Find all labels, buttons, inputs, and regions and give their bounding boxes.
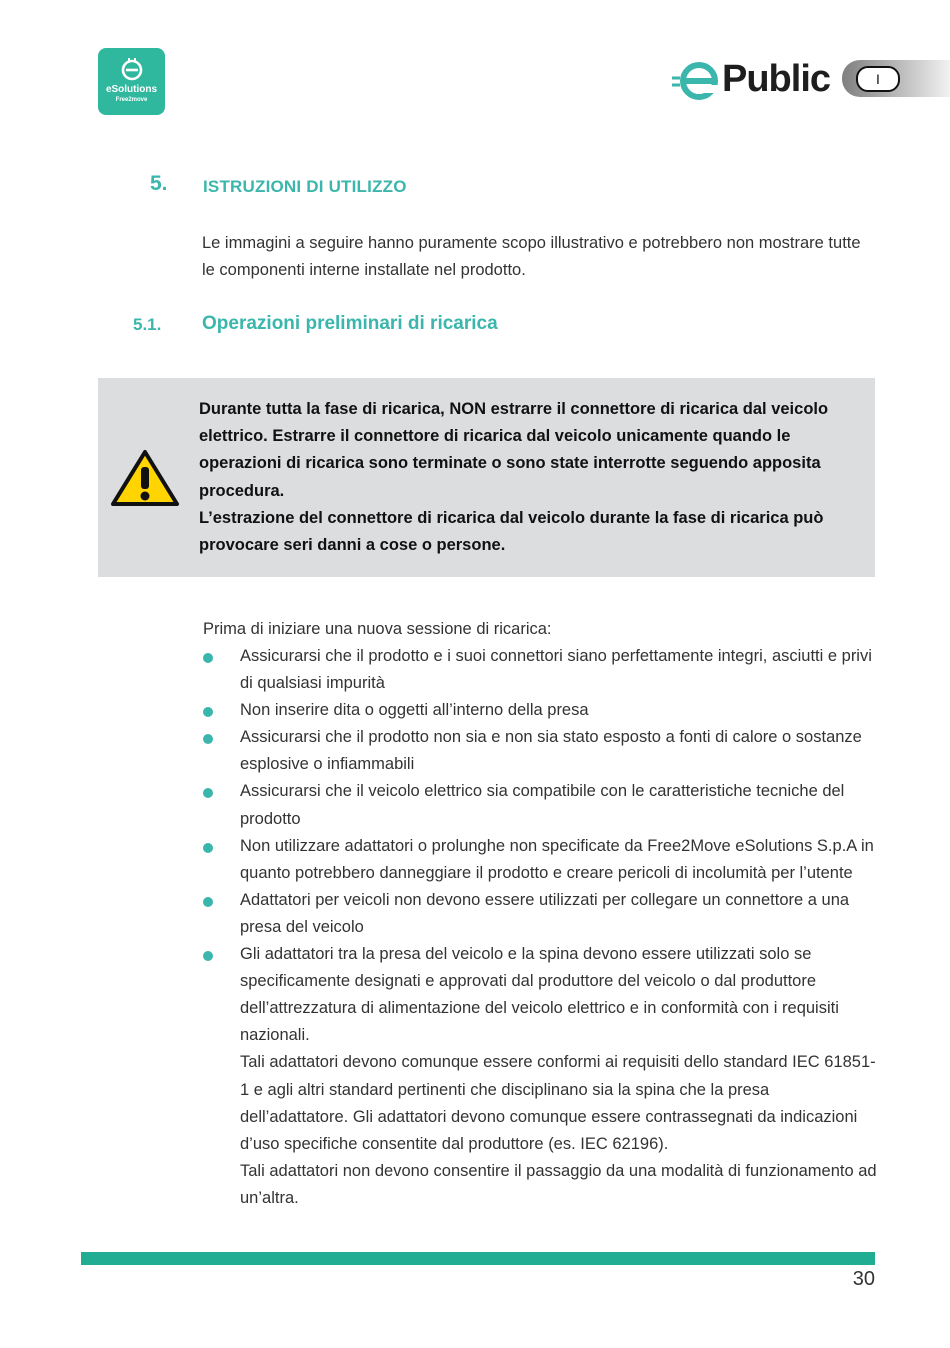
list-item: [200, 724, 880, 778]
list-item-text: Non utilizzare adattatori o prolunghe non specificate da Free2Move eSolutions S.p.A in quanto potrebbero danneggiare il prodotto e creare pericoli di incolumità per l’utente: [240, 836, 874, 882]
intro-paragraph: Le immagini a seguire hanno puramente scopo illustrativo e potrebbero non mostrare tutte le componenti interne installate nel prodotto.: [202, 234, 861, 279]
list-item: [200, 778, 880, 832]
epublic-wordmark: Public: [722, 58, 831, 100]
language-tab: [842, 60, 950, 97]
free2move-text: Free2move: [115, 97, 148, 103]
warning-triangle-icon: [110, 449, 180, 507]
bullet-dot-icon: [203, 734, 213, 744]
bullet-dot-icon: [203, 897, 213, 907]
footer-bar: [81, 1252, 875, 1265]
list-item: [200, 697, 880, 724]
list-item-text: Assicurarsi che il veicolo elettrico sia compatibile con le caratteristiche tecniche del prodotto: [240, 782, 845, 828]
subsection-number: 5.1.: [133, 315, 162, 334]
list-item-text: Assicurarsi che il prodotto non sia e non sia stato esposto a fonti di calore o sostanze esplosive o infiammabili: [240, 728, 862, 774]
list-item-continuation: Tali adattatori devono comunque essere conformi ai requisiti dello standard IEC 61851-1 e agli altri standard pertinenti che disciplinano sia la spina che la presa dell’adattatore. Gli adattatori devono comunque essere contrassegnati da indicazioni d’uso specifiche consentite dal produttore (es. IEC 62196).: [240, 1053, 876, 1153]
warning-box: [98, 378, 875, 577]
epublic-logo: [672, 56, 832, 102]
esolutions-logo: [98, 48, 165, 115]
list-item: [200, 833, 880, 887]
bullet-dot-icon: [203, 707, 213, 717]
list-item: [200, 941, 880, 1212]
list-item-text: Assicurarsi che il prodotto e i suoi connettori siano perfettamente integri, asciutti e privi di qualsiasi impurità: [240, 647, 872, 693]
list-item: [200, 643, 880, 697]
section-number: 5.: [150, 172, 168, 195]
list-item-text: Adattatori per veicoli non devono essere utilizzati per collegare un connettore a una presa del veicolo: [240, 890, 850, 936]
bullet-dot-icon: [203, 788, 213, 798]
list-item-continuation: Tali adattatori non devono consentire il passaggio da una modalità di funzionamento ad un’altra.: [240, 1161, 877, 1207]
esolutions-brand-text: eSolutions: [105, 84, 158, 95]
bullet-dot-icon: [203, 843, 213, 853]
bullet-dot-icon: [203, 951, 213, 961]
bullet-dot-icon: [203, 653, 213, 663]
plug-e-icon: [120, 57, 144, 81]
before-charging-text: Prima di iniziare una nuova sessione di ricarica:: [203, 620, 552, 638]
list-item-text: Non inserire dita o oggetti all’interno della presa: [240, 701, 589, 720]
page-number: 30: [852, 1268, 875, 1290]
warning-text: [199, 396, 869, 559]
list-item: [200, 887, 880, 941]
language-code: I: [856, 66, 900, 92]
precautions-list: [200, 643, 880, 1212]
epublic-e-icon: [672, 58, 720, 102]
subsection-title: Operazioni preliminari di ricarica: [202, 313, 498, 334]
warning-line-2: L’estrazione del connettore di ricarica dal veicolo durante la fase di ricarica può provocare seri danni a cose o persone.: [199, 508, 824, 555]
section-title: ISTRUZIONI DI UTILIZZO: [203, 177, 407, 196]
warning-line-1: Durante tutta la fase di ricarica, NON estrarre il connettore di ricarica dal veicolo elettrico. Estrarre il connettore di ricarica dal veicolo unicamente quando le operazioni di ricarica sono terminate o sono state interrotte seguendo apposita procedura.: [199, 400, 829, 500]
list-item-text: Gli adattatori tra la presa del veicolo e la spina devono essere utilizzati solo se specificamente designati e approvati dal produttore del veicolo o dal produttore dell’attrezzatura di alimentazione del veicolo elettrico e in conformità con i requisiti nazionali.: [240, 945, 839, 1045]
